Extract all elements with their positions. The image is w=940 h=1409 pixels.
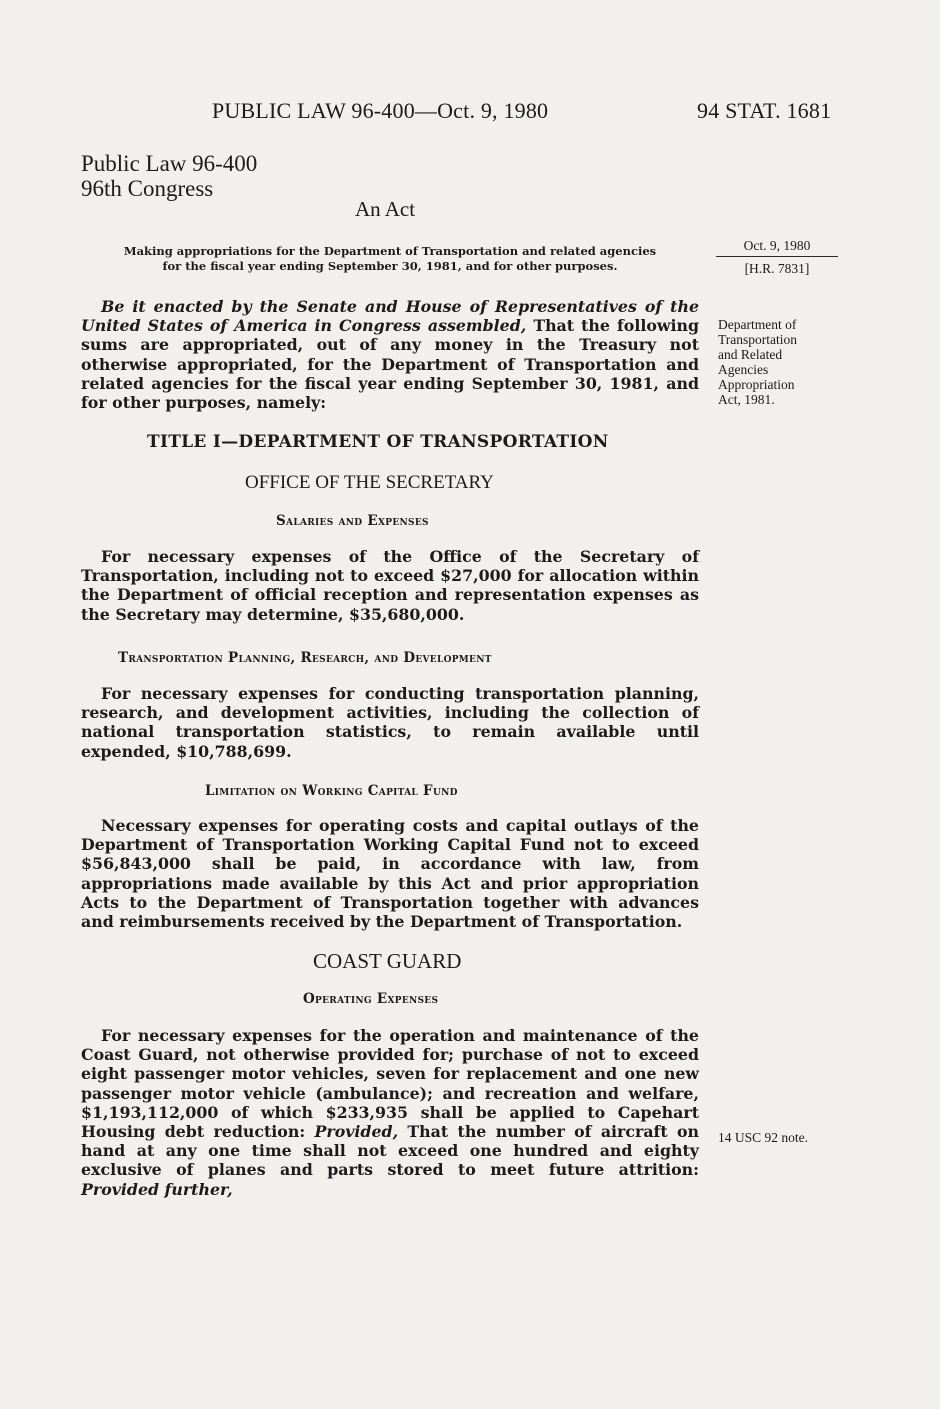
margin-usc-note: 14 USC 92 note. — [718, 1130, 809, 1145]
salaries-text: For necessary expenses of the Office of the Secretary of Transportation, including not to exceed $27,000 for allocation within the Department of official reception and representation expenses as the Secretary may determine, $35,680,000. — [81, 547, 699, 624]
running-title: PUBLIC LAW 96-400—Oct. 9, 1980 — [212, 98, 549, 123]
enacting-formula: Be it enacted by the Senate and House of Representatives of the United States of America in Congress assembled, — [81, 297, 699, 336]
act-purpose — [70, 244, 710, 274]
purpose-line-2: for the fiscal year ending September 30, 1981, and for other purposes. — [162, 259, 618, 273]
operating-expenses-heading: Operating Expenses — [303, 991, 439, 1007]
office-heading: OFFICE OF THE SECRETARY — [245, 472, 494, 493]
statute-reference: 94 STAT. 1681 — [697, 98, 832, 123]
congress-number: 96th Congress — [81, 176, 214, 201]
purpose-line-1: Making appropriations for the Department of Transportation and related agencies — [123, 244, 657, 258]
planning-paragraph — [81, 684, 699, 761]
margin-bill-number: [H.R. 7831] — [744, 261, 810, 276]
act-label: An Act — [355, 197, 416, 221]
margin-short-title-line: Transportation — [718, 332, 798, 347]
enacting-clause — [81, 297, 699, 412]
enacting-text: That the following sums are appropriated, out of any money in the Treasury not otherwise appropriated, for the Department of Transportation and related agencies for the fiscal year ending September 30, 1981, and for other purposes, namely: — [81, 316, 699, 413]
operating-expenses-paragraph — [81, 1026, 699, 1199]
working-capital-heading: Limitation on Working Capital Fund — [205, 783, 458, 799]
margin-date: Oct. 9, 1980 — [743, 238, 811, 253]
proviso-provided: Provided, — [314, 1122, 399, 1142]
working-capital-text: Necessary expenses for operating costs and capital outlays of the Department of Transportation Working Capital Fund not to exceed $56,843,000 shall be paid, in accordance with law, from appropriations made available by this Act and prior appropriation Acts to the Department of Transportation together with advances and reimbursements received by the Department of Transportation. — [81, 816, 699, 932]
salaries-paragraph — [81, 547, 699, 624]
operating-text-b: That the number of aircraft on hand at any one time shall not exceed one hundred and eighty exclusive of planes and parts stored to meet future attrition: — [81, 1122, 700, 1180]
proviso-provided-further: Provided further, — [81, 1179, 233, 1199]
public-law-number: Public Law 96-400 — [81, 151, 258, 176]
margin-short-title-line: Agencies — [718, 362, 769, 377]
margin-short-title — [718, 317, 797, 407]
title-heading: TITLE I—DEPARTMENT OF TRANSPORTATION — [147, 432, 609, 452]
operating-text-a: For necessary expenses for the operation and maintenance of the Coast Guard, not otherwise provided for; purchase of not to exceed eight passenger motor vehicles, seven for replacement and one new passenger motor vehicle (ambulance); and recreation and welfare, $1,193,112,000 of which $233,935 shall be applied to Capehart Housing debt reduction: — [81, 1026, 699, 1142]
margin-short-title-line: Appropriation — [718, 377, 795, 392]
planning-text: For necessary expenses for conducting transportation planning, research, and development activities, including the collection of national transportation statistics, to remain available until expended, $10,788,699. — [81, 684, 699, 761]
margin-short-title-line: and Related — [718, 347, 783, 362]
margin-rule — [716, 256, 838, 257]
margin-short-title-line: Department of — [718, 317, 797, 332]
margin-short-title-line: Act, 1981. — [718, 392, 775, 407]
coast-guard-heading: COAST GUARD — [313, 949, 462, 973]
salaries-heading: Salaries and Expenses — [276, 513, 429, 529]
planning-heading: Transportation Planning, Research, and Development — [118, 650, 492, 666]
working-capital-paragraph — [81, 816, 699, 931]
